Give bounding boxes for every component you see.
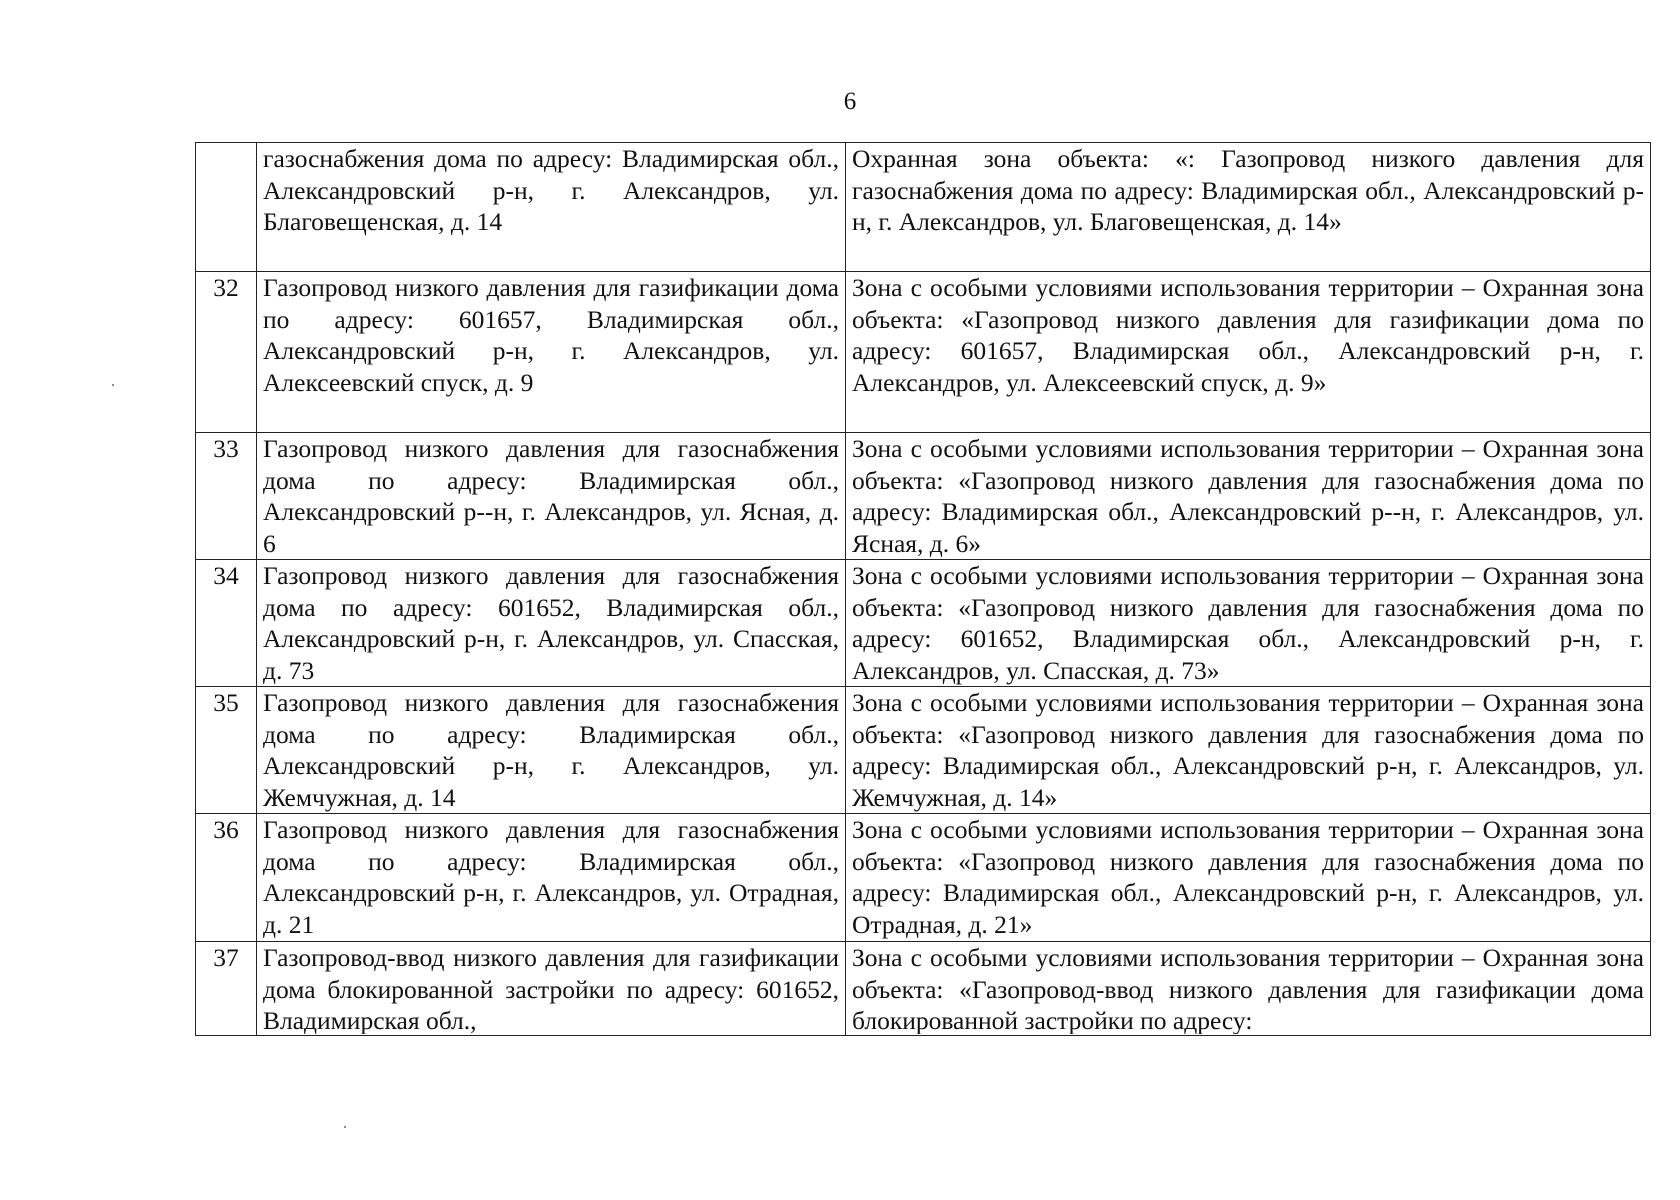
table-row: [196, 687, 1651, 814]
object-name-cell: Газопровод низкого давления для газоснабжения дома по адресу: Владимирская обл., Александровский р-н, г. Александров, ул. Жемчужная, д. 14: [257, 687, 846, 814]
zone-description-text: Зона с особыми условиями использования территории – Охранная зона объекта: «Газопровод-ввод низкого давления для газификации дома блокированной застройки по адресу:: [852, 943, 1644, 1034]
row-number: 35: [196, 687, 257, 814]
zone-description-cell: Зона с особыми условиями использования территории – Охранная зона объекта: «Газопровод низкого давления для газоснабжения дома по адресу: 601652, Владимирская обл., Александровский р-н, г. Александров, ул. Спасская, д. 73»: [846, 560, 1651, 687]
table-row: [196, 433, 1651, 560]
object-name-cell: Газопровод низкого давления для газификации дома по адресу: 601657, Владимирская обл., Александровский р-н, г. Александров, ул. Алексеевский спуск, д. 9: [257, 272, 846, 433]
object-name-cell: газоснабжения дома по адресу: Владимирская обл., Александровский р-н, г. Александров, ул. Благовещенская, д. 14: [257, 143, 846, 272]
zones-table: [195, 142, 1651, 1036]
zone-description-cell: [846, 942, 1651, 1036]
object-name-text: Газопровод-ввод низкого давления для газификации дома блокированной застройки по адресу: 601652, Владимирская обл.,: [263, 943, 839, 1034]
scan-speck: [344, 1126, 346, 1128]
row-number: 34: [196, 560, 257, 687]
row-number: 36: [196, 814, 257, 942]
zone-description-cell: Зона с особыми условиями использования территории – Охранная зона объекта: «Газопровод низкого давления для газоснабжения дома по адресу: Владимирская обл., Александровский р-н, г. Александров, ул. Отрадная, д. 21»: [846, 814, 1651, 942]
row-number: 33: [196, 433, 257, 560]
table-row: [196, 942, 1651, 1036]
zone-description-cell: Зона с особыми условиями использования территории – Охранная зона объекта: «Газопровод низкого давления для газоснабжения дома по адресу: Владимирская обл., Александровский р--н, г. Александров, ул. Ясная, д. 6»: [846, 433, 1651, 560]
table-row: [196, 814, 1651, 942]
table-row: [196, 272, 1651, 433]
row-number: 32: [196, 272, 257, 433]
row-number: 37: [196, 942, 257, 1036]
object-name-cell: Газопровод низкого давления для газоснабжения дома по адресу: 601652, Владимирская обл., Александровский р-н, г. Александров, ул. Спасская, д. 73: [257, 560, 846, 687]
table-row: [196, 143, 1651, 272]
object-name-cell: Газопровод низкого давления для газоснабжения дома по адресу: Владимирская обл., Александровский р-н, г. Александров, ул. Отрадная, д. 21: [257, 814, 846, 942]
row-number: [196, 143, 257, 272]
object-name-cell: [257, 942, 846, 1036]
zone-description-cell: Зона с особыми условиями использования территории – Охранная зона объекта: «Газопровод низкого давления для газоснабжения дома по адресу: Владимирская обл., Александровский р-н, г. Александров, ул. Жемчужная, д. 14»: [846, 687, 1651, 814]
page-number: 6: [843, 88, 857, 115]
scan-speck: [112, 384, 114, 386]
zone-description-cell: Зона с особыми условиями использования территории – Охранная зона объекта: «Газопровод низкого давления для газификации дома по адресу: 601657, Владимирская обл., Александровский р-н, г. Александров, ул. Алексеевский спуск, д. 9»: [846, 272, 1651, 433]
table-row: [196, 560, 1651, 687]
zone-description-cell: Охранная зона объекта: «: Газопровод низкого давления для газоснабжения дома по адресу: Владимирская обл., Александровский р-н, г. Александров, ул. Благовещенская, д. 14»: [846, 143, 1651, 272]
object-name-cell: Газопровод низкого давления для газоснабжения дома по адресу: Владимирская обл., Александровский р--н, г. Александров, ул. Ясная, д. 6: [257, 433, 846, 560]
